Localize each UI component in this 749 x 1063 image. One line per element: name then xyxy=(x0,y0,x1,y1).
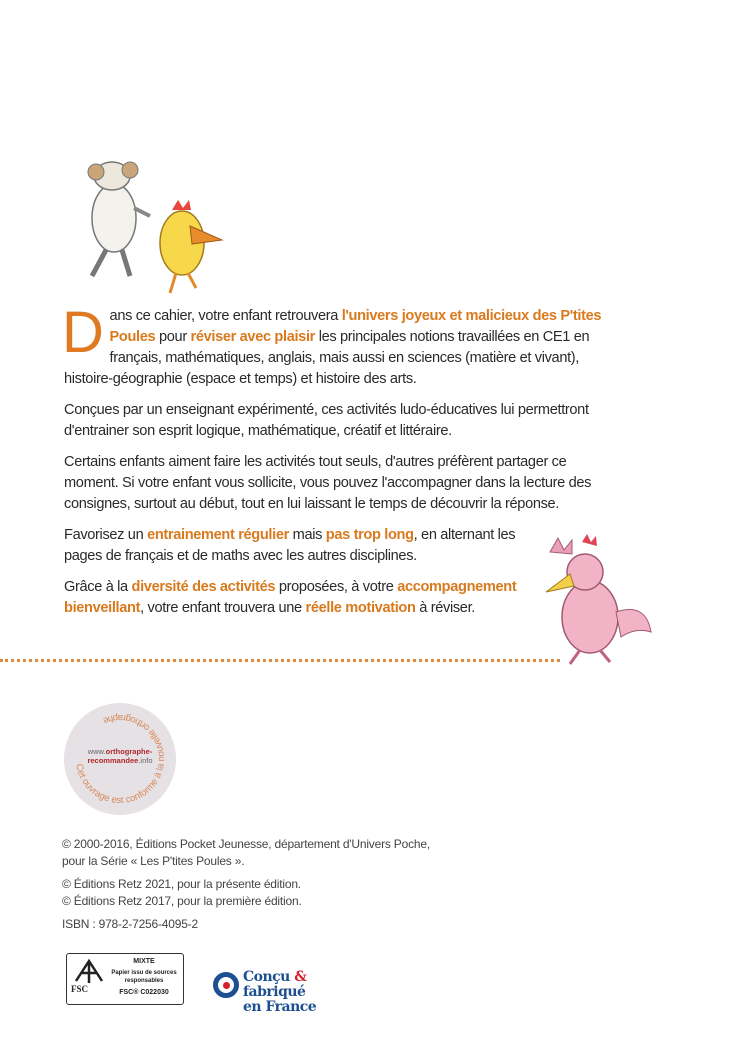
svg-text:Cet ouvrage est conforme à la: Cet ouvrage est conforme à la nouvelle orthographe xyxy=(73,711,168,807)
legal-notice xyxy=(62,836,430,939)
intro-paragraph xyxy=(64,577,534,619)
text-segment: Certains enfants aiment faire les activités tout seuls, d'autres préfèrent partager ce moment. Si votre enfant vous sollicite, vous pouvez l'accompagner dans la lecture des consignes, surtout au début, tout en lui laissant le temps de découvrir la réponse. xyxy=(64,454,592,512)
intro-paragraph xyxy=(64,452,624,515)
drop-cap: D xyxy=(62,300,104,365)
nouvelle-orthographe-sticker xyxy=(64,703,176,815)
highlighted-text: pas trop long xyxy=(325,527,414,543)
highlighted-text: l'univers joyeux et malicieux des P'tites Poules xyxy=(109,308,602,345)
copyright-series: pour la Série « Les P'tites Poules ». xyxy=(62,854,245,868)
text-segment: ans ce cahier, votre enfant retrouvera xyxy=(109,308,342,324)
copyright-retz-2017: © Éditions Retz 2017, pour la première édition. xyxy=(62,894,302,908)
fsc-logo: FSC MIXTE Papier issu de sources responsables FSC® C022030 xyxy=(66,953,184,1005)
intro-paragraph xyxy=(62,300,624,390)
text-segment: , votre enfant trouvera une xyxy=(140,600,306,616)
sheep-and-chick-illustration xyxy=(72,148,232,303)
sticker-url: www.orthographe- recommandee.info xyxy=(87,747,153,765)
chick-icon xyxy=(160,200,222,293)
text-segment: pour xyxy=(155,329,191,345)
text-segment: les principales notions travaillées en CE1 en français, mathématiques, anglais, mais aussi en sciences (matière et vivant), histoire-géographie (espace et temps) et histoire des arts. xyxy=(64,329,590,387)
text-segment: Favorisez un xyxy=(64,527,148,543)
introduction-text xyxy=(62,300,624,629)
text-segment: mais xyxy=(288,527,326,543)
dotted-divider xyxy=(0,659,560,662)
intro-paragraph xyxy=(64,400,624,442)
location-pin-icon xyxy=(213,972,239,998)
highlighted-text: réviser avec plaisir xyxy=(190,329,315,345)
highlighted-text: entrainement régulier xyxy=(147,527,289,543)
highlighted-text: diversité des activités xyxy=(131,579,276,595)
sheep-icon xyxy=(88,162,150,276)
copyright-pocket: © 2000-2016, Éditions Pocket Jeunesse, département d'Univers Poche, xyxy=(62,837,430,851)
highlighted-text: accompagnement bienveillant xyxy=(64,579,517,616)
text-segment: , en alternant les pages de français et de maths avec les autres disciplines. xyxy=(64,527,516,564)
copyright-retz-2021: © Éditions Retz 2021, pour la présente édition. xyxy=(62,877,301,891)
concu-fabrique-en-france-logo: Conçu & fabriqué en France xyxy=(213,970,373,1006)
highlighted-text: réelle motivation xyxy=(305,600,416,616)
intro-paragraph xyxy=(64,525,534,567)
fsc-tree-icon xyxy=(72,957,106,985)
text-segment: proposées, à votre xyxy=(275,579,398,595)
isbn: ISBN : 978-2-7256-4095-2 xyxy=(62,917,198,931)
text-segment: à réviser. xyxy=(415,600,475,616)
text-segment: Conçues par un enseignant expérimenté, ces activités ludo-éducatives lui permettront d'entrainer son esprit logique, mathématique, créatif et littéraire. xyxy=(64,402,589,439)
text-segment: Grâce à la xyxy=(64,579,132,595)
